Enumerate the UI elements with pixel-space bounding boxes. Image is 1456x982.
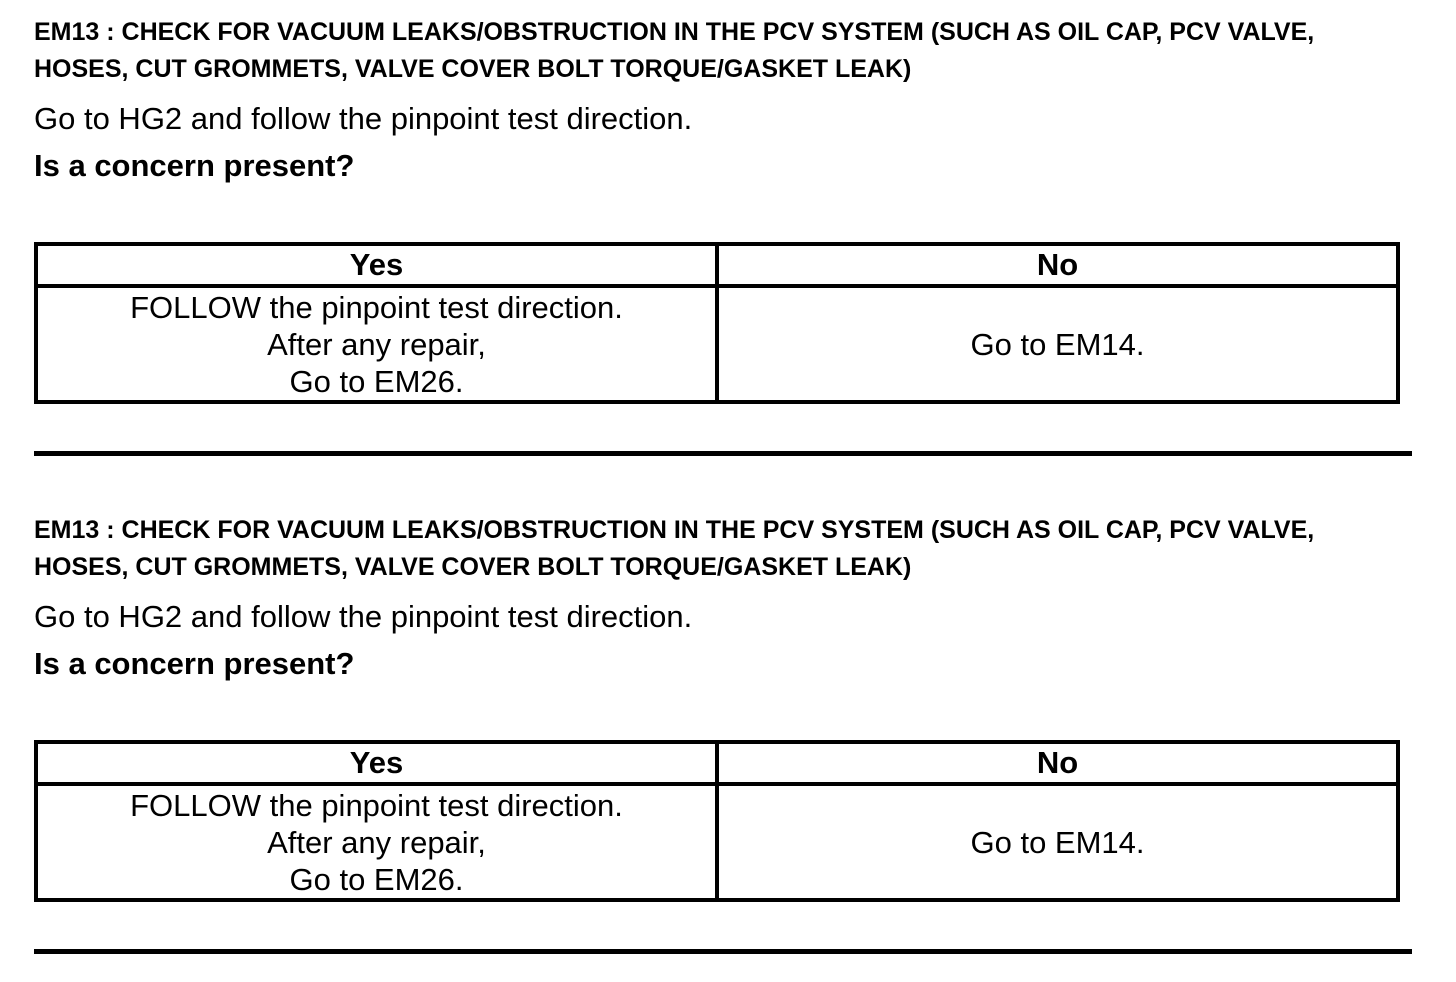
yes-action-line: After any repair, xyxy=(267,326,486,362)
step-instruction: Go to HG2 and follow the pinpoint test direction. xyxy=(34,599,693,634)
step-title: EM13 : CHECK FOR VACUUM LEAKS/OBSTRUCTION IN THE PCV SYSTEM (SUCH AS OIL CAP, PCV VALVE, HOSES, CUT GROMMETS, VALVE COVER BOLT TORQUE/GASKET LEAK) xyxy=(34,18,1315,83)
section-divider xyxy=(34,949,1412,954)
answer-table-header-row xyxy=(36,244,1398,286)
step-instruction: Go to HG2 and follow the pinpoint test direction. xyxy=(34,101,693,136)
diagnostic-step-section xyxy=(34,512,1412,897)
yes-action-line: Go to EM26. xyxy=(289,861,464,897)
step-title: EM13 : CHECK FOR VACUUM LEAKS/OBSTRUCTION IN THE PCV SYSTEM (SUCH AS OIL CAP, PCV VALVE, HOSES, CUT GROMMETS, VALVE COVER BOLT TORQUE/GASKET LEAK) xyxy=(34,516,1315,581)
no-action-cell: Go to EM14. xyxy=(717,286,1398,402)
answer-table-row xyxy=(36,784,1398,900)
answer-table-row xyxy=(36,286,1398,402)
yes-header: Yes xyxy=(36,244,717,286)
yes-action-cell xyxy=(36,784,717,900)
yes-header: Yes xyxy=(36,742,717,784)
yes-action-cell xyxy=(36,286,717,402)
yes-action-line: Go to EM26. xyxy=(289,363,464,399)
no-action-cell: Go to EM14. xyxy=(717,784,1398,900)
no-header: No xyxy=(717,244,1398,286)
section-divider xyxy=(34,451,1412,456)
yes-action-line: FOLLOW the pinpoint test direction. xyxy=(130,289,623,325)
no-header: No xyxy=(717,742,1398,784)
yes-action-line: After any repair, xyxy=(267,824,486,860)
answer-table xyxy=(34,242,1400,404)
step-question: Is a concern present? xyxy=(34,148,355,183)
yes-action-line: FOLLOW the pinpoint test direction. xyxy=(130,787,623,823)
step-question: Is a concern present? xyxy=(34,646,355,681)
answer-table xyxy=(34,740,1400,902)
answer-table-header-row xyxy=(36,742,1398,784)
diagnostic-step-section xyxy=(34,14,1412,399)
